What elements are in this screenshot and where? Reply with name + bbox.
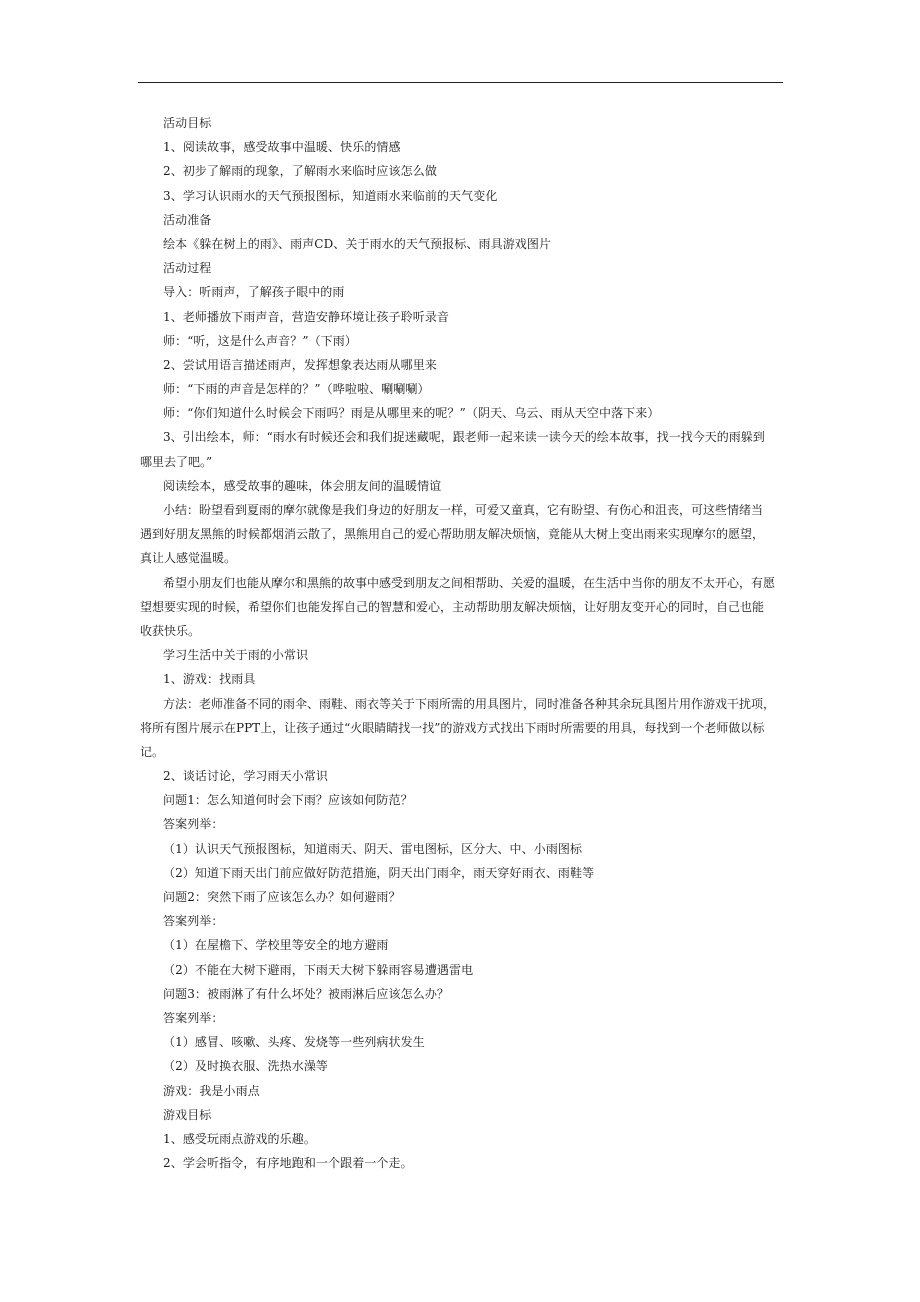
game-goal-1: 1、感受玩雨点游戏的乐趣。 [163, 1131, 316, 1146]
paragraph-line: 方法：老师准备不同的雨伞、雨鞋、雨衣等关于下雨所需的用具图片，同时准备各种其余玩具图片用作游戏干扰项， [163, 696, 776, 711]
answer-item: （2）不能在大树下避雨，下雨天大树下躲雨容易遭遇雷电 [163, 962, 474, 977]
paragraph-line: 真让人感觉温暖。 [140, 551, 237, 566]
paragraph-line: 记。 [140, 744, 165, 759]
game-title: 游戏：我是小雨点 [163, 1083, 260, 1098]
paragraph-line: 将所有图片展示在PPT上，让孩子通过“火眼睛睛找一找”的游戏方式找出下雨时所需要的用具，每找到一个老师做以标 [140, 720, 765, 735]
paragraph-line: 望想要实现的时候，希望你们也能发挥自己的智慧和爱心，主动帮助朋友解决烦恼，让好朋友变开心的同时，自己也能 [140, 599, 765, 614]
paragraph-line: 遇到好朋友黑熊的时候都烟消云散了，黑熊用自己的爱心帮助朋友解决烦恼，竟能从大树上变出雨来实现摩尔的愿望， [140, 527, 765, 542]
question-3: 问题3：被雨淋了有什么坏处？被雨淋后应该怎么办？ [163, 986, 450, 1001]
answer-label: 答案列举： [163, 914, 224, 929]
paragraph-line: 3、引出绘本，师：“雨水有时候还会和我们捉迷藏呢，跟老师一起来读一读今天的绘本故事，找一找今天的雨躲到 [163, 430, 765, 445]
heading-activity-prep: 活动准备 [163, 212, 212, 227]
answer-item: （1）认识天气预报图标，知道雨天、阴天、雷电图标，区分大、中、小雨图标 [163, 841, 583, 856]
paragraph-line: 收获快乐。 [140, 623, 201, 638]
process-step-3-paragraph [140, 425, 790, 473]
game-goals-heading: 游戏目标 [163, 1107, 212, 1122]
question-1: 问题1：怎么知道何时会下雨？应该如何防范？ [163, 793, 413, 808]
goal-item-1: 1、阅读故事，感受故事中温暖、快乐的情感 [163, 140, 401, 155]
paragraph-line: 小结：盼望看到夏雨的摩尔就像是我们身边的好朋友一样，可爱又童真，它有盼望、有伤心和沮丧，可这些情绪当 [163, 503, 764, 517]
hope-paragraph [140, 571, 790, 644]
game-find-rain-gear: 1、游戏：找雨具 [163, 672, 256, 687]
game-goal-2: 2、学会听指令，有序地跑和一个跟着一个走。 [163, 1156, 413, 1171]
answer-item: （2）知道下雨天出门前应做好防范措施，阴天出门雨伞，雨天穿好雨衣、雨鞋等 [163, 865, 595, 880]
process-step-1: 1、老师播放下雨声音，营造安静环境让孩子聆听录音 [163, 309, 450, 324]
heading-activity-process: 活动过程 [163, 261, 212, 276]
heading-rain-knowledge: 学习生活中关于雨的小常识 [163, 648, 309, 663]
question-2: 问题2：突然下雨了应该怎么办？如何避雨？ [163, 890, 401, 904]
answer-item: （1）在屋檐下、学校里等安全的地方避雨 [163, 938, 389, 953]
heading-activity-goals: 活动目标 [163, 116, 212, 130]
process-step-2: 2、尝试用语言描述雨声，发挥想象表达雨从哪里来 [163, 357, 437, 372]
answer-label: 答案列举： [163, 1010, 224, 1025]
reading-line: 阅读绘本，感受故事的趣味，体会朋友间的温暖情谊 [163, 478, 442, 493]
goal-item-2: 2、初步了解雨的现象，了解雨水来临时应该怎么做 [163, 164, 437, 179]
goal-item-3: 3、学习认识雨水的天气预报图标，知道雨水来临前的天气变化 [163, 188, 498, 203]
method-paragraph [140, 692, 790, 765]
teacher-quote-1: 师：“听，这是什么声音？”（下雨） [163, 333, 357, 348]
discussion-heading: 2、谈话讨论，学习雨天小常识 [163, 769, 329, 784]
teacher-quote-2: 师：“下雨的声音是怎样的？”（哗啦啦、唰唰唰） [163, 382, 430, 397]
answer-item: （1）感冒、咳嗽、头疼、发烧等一些列病状发生 [163, 1035, 425, 1050]
header-rule [138, 82, 783, 83]
document-body [140, 111, 790, 1175]
answer-item: （2）及时换衣服、洗热水澡等 [163, 1059, 329, 1074]
answer-label: 答案列举： [163, 817, 224, 832]
summary-paragraph [140, 498, 790, 571]
prep-materials: 绘本《躲在树上的雨》、雨声CD、关于雨水的天气预报标、雨具游戏图片 [163, 236, 552, 251]
paragraph-line: 哪里去了吧。” [140, 454, 213, 469]
paragraph-line: 希望小朋友们也能从摩尔和黑熊的故事中感受到朋友之间相帮助、关爱的温暖，在生活中当你的朋友不太开心，有愿 [163, 575, 776, 590]
intro-line: 导入：听雨声，了解孩子眼中的雨 [163, 285, 345, 300]
teacher-quote-3: 师：“你们知道什么时候会下雨吗？雨是从哪里来的呢？”（阴天、乌云、雨从天空中落下来） [163, 406, 660, 421]
